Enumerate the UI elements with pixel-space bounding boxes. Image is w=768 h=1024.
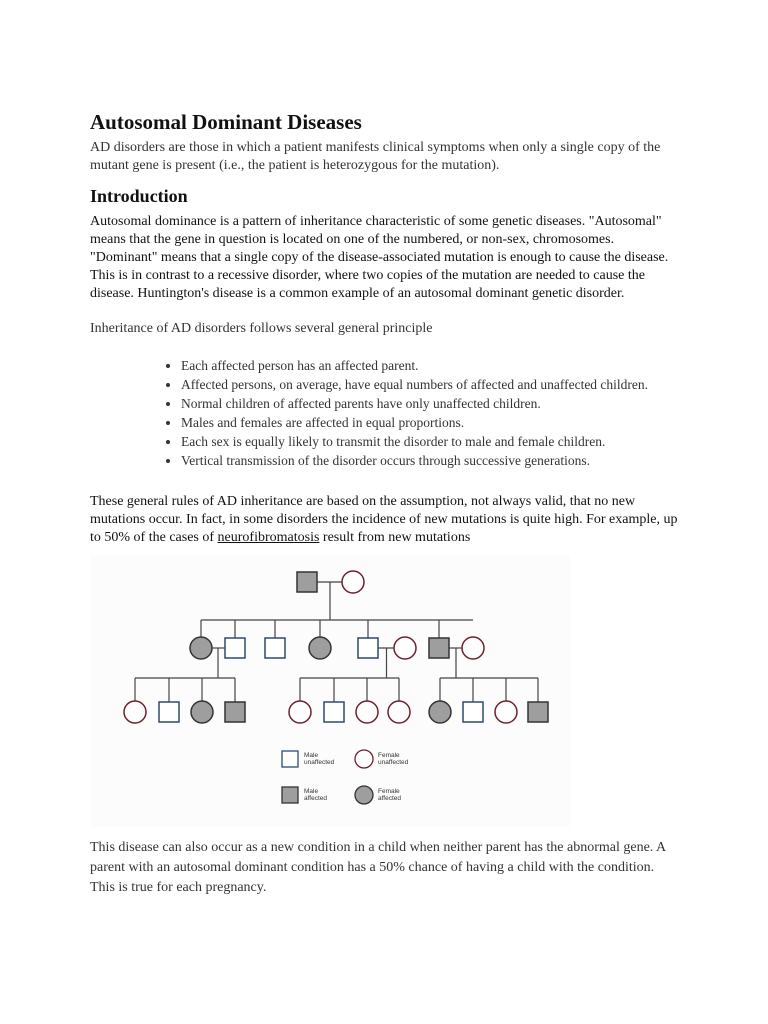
female-affected-symbol — [190, 637, 212, 659]
list-item: • Vertical transmission of the disorder occurs through successive generations. — [181, 452, 681, 469]
assumption-paragraph — [90, 493, 680, 547]
male-unaffected-symbol — [159, 702, 179, 722]
lead-paragraph: AD disorders are those in which a patient manifests clinical symptoms when only a single copy of the mutant gene is present (i.e., the patient is heterozygous for the mutation). — [90, 140, 661, 173]
male-affected-symbol — [429, 638, 449, 658]
male-affected-symbol — [297, 572, 317, 592]
page-title: Autosomal Dominant Diseases — [90, 110, 362, 134]
legend-label: Female — [378, 752, 400, 759]
male-unaffected-symbol — [265, 638, 285, 658]
legend-label: Female — [378, 788, 400, 795]
female-unaffected-symbol — [462, 637, 484, 659]
male-unaffected-symbol — [324, 702, 344, 722]
legend-female-affected — [355, 786, 401, 804]
intro-paragraph: Autosomal dominance is a pattern of inheritance characteristic of some genetic diseases. "Autosomal" means that the gene in question is located on one of the numbered, or non-sex, chromosomes. "Dominant" means that a single copy of the disease-associated mutation is enough to cause the disease. This is in contrast to a recessive disorder, where two copies of the mutation are needed to cause the disease. Huntington's disease is a common example of an autosomal dominant genetic disorder. — [90, 214, 669, 301]
section-heading-introduction: Introduction — [90, 186, 188, 206]
female-unaffected-symbol — [495, 701, 517, 723]
female-unaffected-symbol — [356, 701, 378, 723]
legend-label: Male — [304, 788, 319, 795]
legend-label: Male — [304, 752, 319, 759]
female-unaffected-symbol — [289, 701, 311, 723]
list-item: • Each affected person has an affected parent. — [181, 357, 681, 374]
female-unaffected-symbol — [394, 637, 416, 659]
list-item: • Normal children of affected parents have only unaffected children. — [181, 395, 681, 412]
male-affected-symbol — [528, 702, 548, 722]
list-item: • Each sex is equally likely to transmit the disorder to male and female children. — [181, 433, 681, 450]
list-item: • Males and females are affected in equal proportions. — [181, 414, 681, 431]
list-item: • Affected persons, on average, have equal numbers of affected and unaffected children. — [181, 376, 681, 393]
female-unaffected-symbol — [388, 701, 410, 723]
legend-symbol — [282, 787, 298, 803]
pedigree-chart — [90, 555, 570, 827]
male-unaffected-symbol — [358, 638, 378, 658]
legend-symbol — [355, 750, 373, 768]
female-unaffected-symbol — [124, 701, 146, 723]
legend-label: unaffected — [378, 759, 409, 766]
principles-list — [158, 357, 681, 471]
closing-paragraph: This disease can also occur as a new condition in a child when neither parent has the abnormal gene. A parent with an autosomal dominant condition has a 50% chance of having a child with the condition. This is true for each pregnancy. — [90, 840, 666, 895]
assumption-text-end: result from new mutations — [319, 530, 471, 545]
assumption-text: These general rules of AD inheritance are based on the assumption, not always valid, that no new mutations occur. In fact, in some disorders the incidence of new mutations is quite high. For example, up to 50% of the cases of — [90, 494, 678, 545]
female-unaffected-symbol — [342, 571, 364, 593]
principle-line: Inheritance of AD disorders follows several general principle — [90, 321, 433, 336]
legend-symbol — [355, 786, 373, 804]
female-affected-symbol — [429, 701, 451, 723]
legend-symbol — [282, 751, 298, 767]
male-unaffected-symbol — [463, 702, 483, 722]
male-affected-symbol — [225, 702, 245, 722]
legend-label: unaffected — [304, 759, 335, 766]
male-unaffected-symbol — [225, 638, 245, 658]
female-affected-symbol — [309, 637, 331, 659]
legend-label: affected — [378, 795, 402, 802]
neurofibromatosis-link[interactable]: neurofibromatosis — [217, 530, 320, 545]
legend-label: affected — [304, 795, 328, 802]
female-affected-symbol — [191, 701, 213, 723]
